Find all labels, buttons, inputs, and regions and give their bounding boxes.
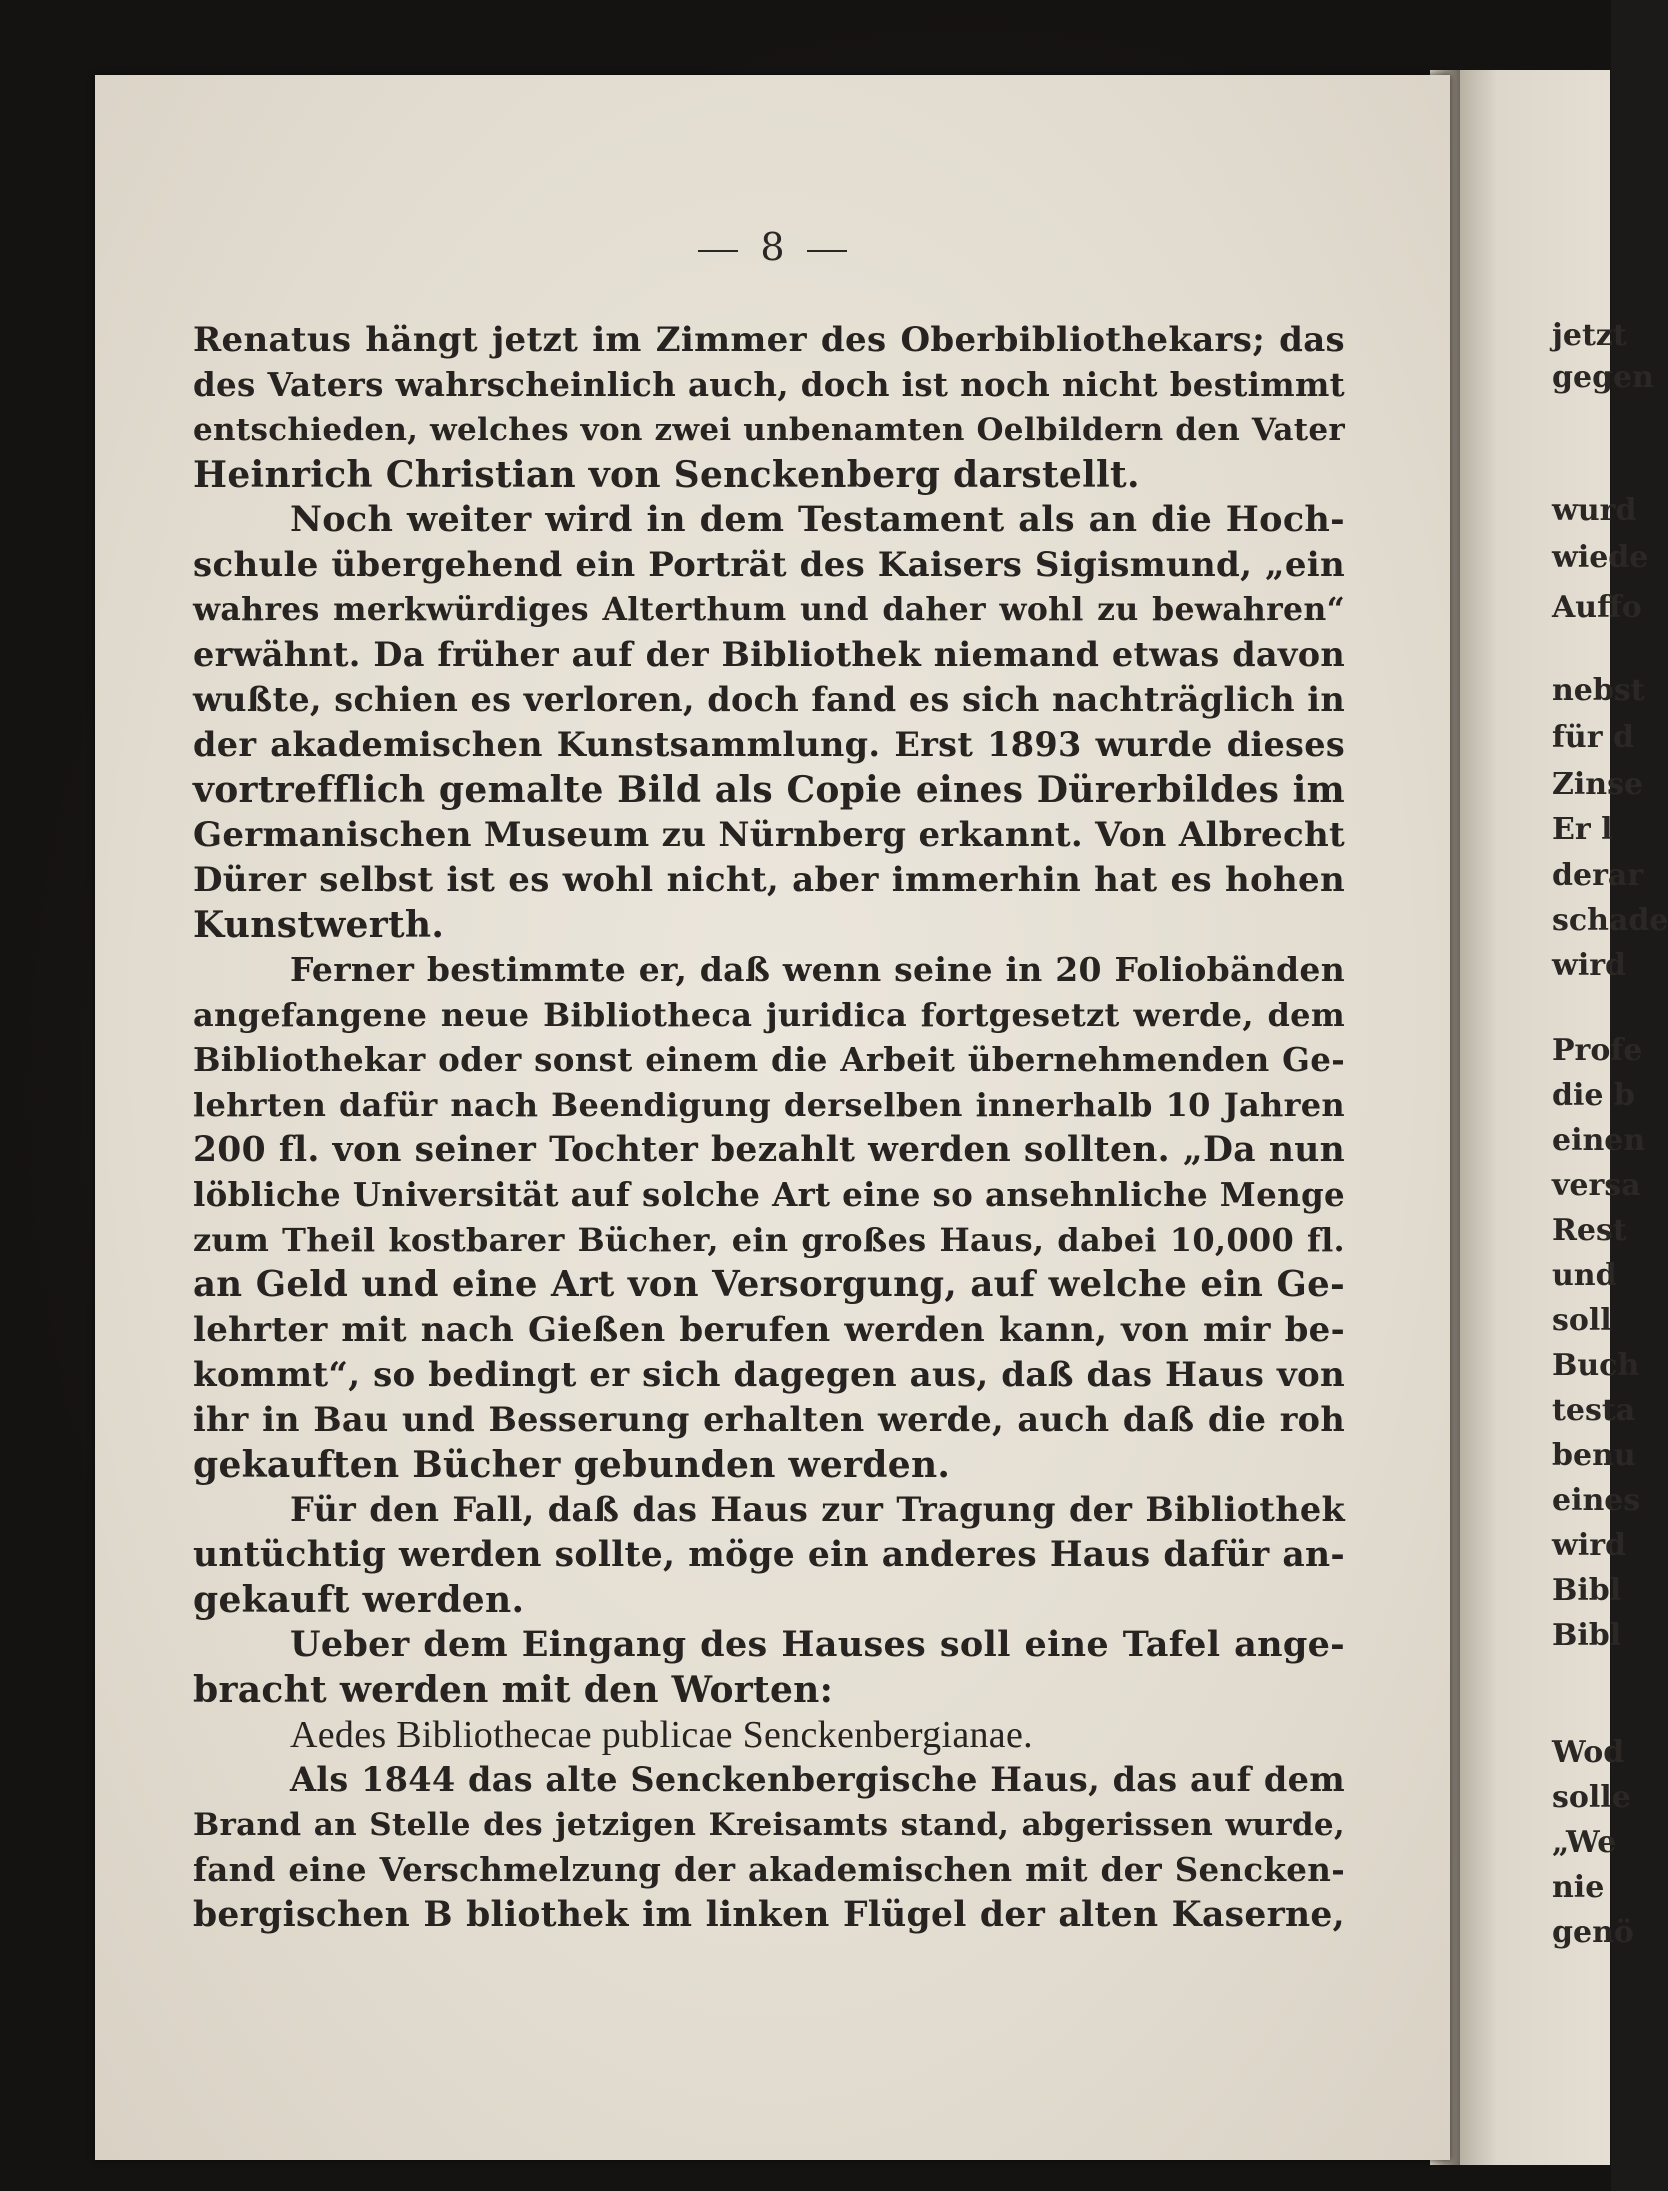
facing-line: Bibl — [1552, 1573, 1622, 1608]
header-dash-left — [698, 250, 738, 252]
text-line: gekauft werden. — [193, 1579, 525, 1621]
facing-line: Bibl — [1552, 1618, 1622, 1653]
facing-line: eines — [1552, 1483, 1641, 1518]
text-line: kommt“, so bedingt er sich dagegen aus, daß das Haus von — [193, 1355, 1345, 1395]
text-line: wahres merkwürdiges Alterthum und daher wohl zu bewahren“ — [193, 591, 1345, 628]
facing-line: wird — [1552, 1528, 1627, 1563]
text-line: fand eine Verschmelzung der akademischen mit der Sencken- — [193, 1850, 1345, 1889]
facing-line: solle — [1552, 1780, 1631, 1815]
latin-inscription: Aedes Bibliothecae publicae Senckenbergianae. — [290, 1714, 1033, 1756]
facing-line: jetzt — [1552, 318, 1627, 353]
facing-line: Zinse — [1552, 767, 1644, 802]
facing-line: soll — [1552, 1303, 1612, 1338]
text-line: Brand an Stelle des jetzigen Kreisamts stand, abgerissen wurde, — [193, 1807, 1345, 1843]
text-line: Ueber dem Eingang des Hauses soll eine Tafel ange- — [290, 1624, 1345, 1665]
text-line: zum Theil kostbarer Bücher, ein großes Haus, dabei 10,000 fl. — [193, 1221, 1345, 1259]
facing-line: nebst — [1552, 673, 1645, 708]
text-line: Noch weiter wird in dem Testament als an die Hoch- — [290, 499, 1345, 540]
text-line: an Geld und eine Art von Versorgung, auf welche ein Ge- — [193, 1264, 1345, 1305]
facing-line: gegen — [1552, 360, 1654, 395]
text-line: angefangene neue Bibliotheca juridica fortgesetzt werde, dem — [193, 996, 1345, 1034]
text-line: ihr in Bau und Besserung erhalten werde, auch daß die roh — [193, 1400, 1345, 1439]
facing-line: wiede — [1552, 540, 1649, 575]
text-line: Für den Fall, daß das Haus zur Tragung der Bibliothek — [290, 1490, 1345, 1529]
facing-line: „We — [1552, 1825, 1617, 1860]
text-line: Kunstwerth. — [193, 904, 445, 946]
text-line: löbliche Universität auf solche Art eine so ansehnliche Menge — [193, 1175, 1345, 1214]
facing-line: benu — [1552, 1438, 1636, 1473]
facing-line: Rest — [1552, 1213, 1627, 1248]
text-line: vortrefflich gemalte Bild als Copie eines Dürerbildes im — [193, 769, 1345, 811]
facing-line: einen — [1552, 1123, 1646, 1158]
text-line: gekauften Bücher gebunden werden. — [193, 1444, 951, 1486]
text-line: bergischen B bliothek im linken Flügel der alten Kaserne, — [193, 1895, 1345, 1935]
facing-line: versa — [1552, 1168, 1641, 1203]
page-number: 8 — [760, 225, 785, 269]
text-line: Germanischen Museum zu Nürnberg erkannt. Von Albrecht — [193, 815, 1345, 855]
facing-line: wurd — [1552, 493, 1637, 528]
text-line: schule übergehend ein Porträt des Kaisers Sigismund, „ein — [193, 545, 1345, 585]
facing-line: Profe — [1552, 1033, 1643, 1068]
text-line: wußte, schien es verloren, doch fand es sich nachträglich in — [193, 680, 1345, 719]
facing-line: die b — [1552, 1078, 1635, 1113]
facing-line: genö — [1552, 1915, 1634, 1950]
text-line: Dürer selbst ist es wohl nicht, aber immerhin hat es hohen — [193, 860, 1345, 900]
facing-line: und — [1552, 1258, 1617, 1293]
facing-line: schade — [1552, 903, 1668, 938]
facing-line: Auffo — [1552, 590, 1642, 625]
text-line: Bibliothekar oder sonst einem die Arbeit übernehmenden Ge- — [193, 1040, 1345, 1079]
facing-line: für d — [1552, 720, 1634, 755]
text-line: erwähnt. Da früher auf der Bibliothek niemand etwas davon — [193, 635, 1345, 674]
text-line: Ferner bestimmte er, daß wenn seine in 20 Foliobänden — [290, 950, 1345, 989]
text-line: entschieden, welches von zwei unbenamten Oelbildern den Vater — [193, 412, 1345, 448]
text-line: lehrten dafür nach Beendigung derselben innerhalb 10 Jahren — [193, 1086, 1345, 1124]
facing-line: derar — [1552, 858, 1644, 893]
text-line: bracht werden mit den Worten: — [193, 1669, 834, 1711]
facing-line: Er l — [1552, 812, 1613, 847]
text-line: der akademischen Kunstsammlung. Erst 1893 wurde dieses — [193, 725, 1345, 764]
facing-page — [1460, 70, 1668, 2165]
text-line: Renatus hängt jetzt im Zimmer des Oberbibliothekars; das — [193, 320, 1345, 360]
text-line: Heinrich Christian von Senckenberg darstellt. — [193, 454, 1140, 496]
facing-line: Wod — [1552, 1735, 1625, 1770]
header-dash-right — [807, 250, 847, 252]
facing-line: Buch — [1552, 1348, 1640, 1383]
facing-line: testa — [1552, 1393, 1636, 1428]
text-line: lehrter mit nach Gießen berufen werden kann, von mir be- — [193, 1310, 1345, 1350]
text-line: Als 1844 das alte Senckenbergische Haus, das auf dem — [290, 1760, 1345, 1799]
facing-line: nie — [1552, 1870, 1605, 1905]
page-number-header — [95, 225, 1450, 269]
text-line: des Vaters wahrscheinlich auch, doch ist noch nicht bestimmt — [193, 365, 1345, 404]
text-line: 200 fl. von seiner Tochter bezahlt werden sollten. „Da nun — [193, 1130, 1345, 1170]
facing-line: wird — [1552, 948, 1627, 983]
text-line: untüchtig werden sollte, möge ein anderes Haus dafür an- — [193, 1535, 1345, 1575]
